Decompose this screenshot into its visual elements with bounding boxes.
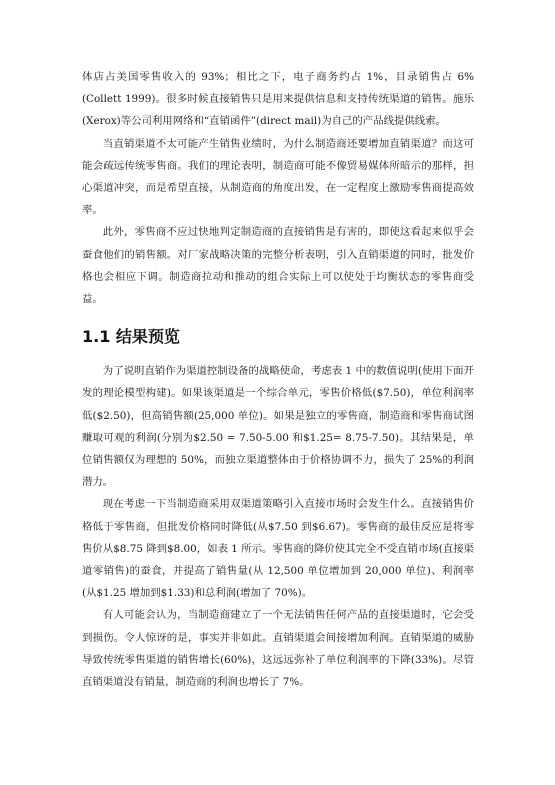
body-paragraph-1: 体店占美国零售收入的 93%；相比之下，电子商务约占 1%，目录销售占 6%(Collett 1999)。很多时候直接销售只是用来提供信息和支持传统渠道的销售。施乐(Xerox)等公司利用网络和“直销函件”(direct mail)为自己的产品线提供线索。 xyxy=(82,71,474,128)
body-paragraph-6: 有人可能会认为，当制造商建立了一个无法销售任何产品的直接渠道时，它会受到损伤。令人惊讶的是，事实并非如此。直销渠道会间接增加利润。直销渠道的威胁导致传统零售渠道的销售增长(60%)，这远远弥补了单位利润率的下降(33%)。尽管直销渠道没有销量，制造商的利润也增长了 7%。 xyxy=(82,609,474,689)
page-body xyxy=(82,66,474,693)
body-paragraph-5: 现在考虑一下当制造商采用双渠道策略引入直接市场时会发生什么。直接销售价格低于零售商，但批发价格同时降低(从$7.50 到$6.67)。零售商的最佳反应是将零售价从$8.75 降到$8.00，如表 1 所示。零售商的降价使其完全不受直销市场(直接渠道零销售)的蚕食，并提高了销售量(从 12,500 单位增加到 20,000 单位)、利润率(从$1.25 增加到$1.33)和总利润(增加了 70%)。 xyxy=(82,498,474,600)
section-heading-results-preview: 1.1 结果预览 xyxy=(82,327,180,347)
body-paragraph-2: 当直销渠道不太可能产生销售业绩时，为什么制造商还要增加直销渠道？而这可能会疏远传统零售商。我们的理论表明，制造商可能不像贸易媒体所暗示的那样，担心渠道冲突，而是希望直接，从制造商的角度出发，在一定程度上激励零售商提高效率。 xyxy=(82,137,474,217)
body-paragraph-3: 此外，零售商不应过快地判定制造商的直接销售是有害的，即使这看起来似乎会蚕食他们的销售额。对厂家战略决策的完整分析表明，引入直销渠道的同时，批发价格也会相应下调。制造商拉动和推动的组合实际上可以使处于均衡状态的零售商受益。 xyxy=(82,226,474,306)
body-paragraph-4: 为了说明直销作为渠道控制设备的战略使命，考虑表 1 中的数值说明(使用下面开发的理论模型构建)。如果该渠道是一个综合单元，零售价格低($7.50)，单位利润率低($2.50)，但高销售额(25,000 单位)。如果是独立的零售商，制造商和零售商试图赚取可观的利润(分别为$2.50 = 7.50-5.00 和$1.25= 8.75-7.50)。其结果是，单位销售额仅为理想的 50%，而独立渠道整体由于价格协调不力，损失了 25%的利润潜力。 xyxy=(82,365,474,489)
